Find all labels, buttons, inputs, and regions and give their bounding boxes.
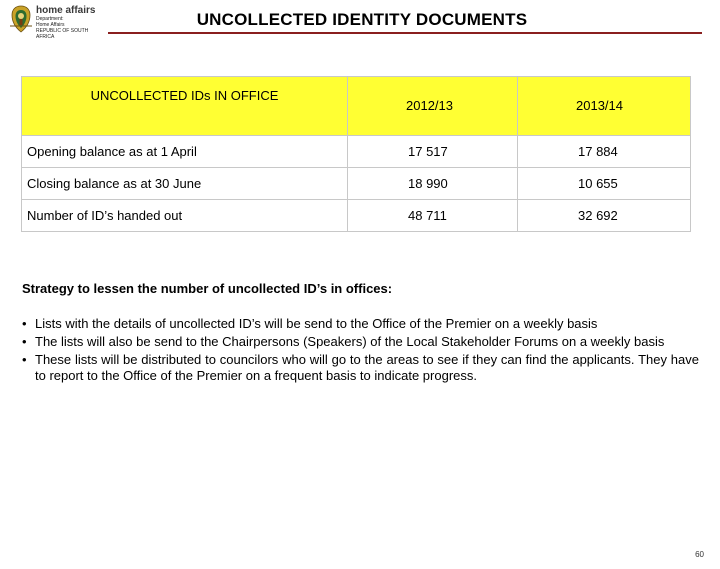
bullet-icon: • xyxy=(22,352,27,367)
logo-text xyxy=(36,5,106,40)
bullet-text: The lists will also be send to the Chairpersons (Speakers) of the Local Stakeholder Forums on a weekly basis xyxy=(35,334,665,349)
logo-line-3: REPUBLIC OF SOUTH AFRICA xyxy=(36,28,89,40)
bullet-text: Lists with the details of uncollected ID’s will be send to the Office of the Premier on a weekly basis xyxy=(35,316,598,331)
table-row xyxy=(22,168,691,200)
column-header-2012-13: 2012/13 xyxy=(348,77,518,136)
cell-2013-14: 10 655 xyxy=(518,168,691,200)
list-item xyxy=(22,316,699,332)
bullet-icon: • xyxy=(22,316,27,331)
home-affairs-logo xyxy=(6,4,106,40)
row-label: Opening balance as at 1 April xyxy=(22,136,348,168)
list-item xyxy=(22,334,699,350)
bullet-icon: • xyxy=(22,334,27,349)
logo-line-2: Home Affairs xyxy=(36,22,65,28)
column-header-2013-14: 2013/14 xyxy=(518,77,691,136)
table-header-row xyxy=(22,77,691,136)
table-row xyxy=(22,136,691,168)
table-row xyxy=(22,200,691,232)
cell-2013-14: 32 692 xyxy=(518,200,691,232)
cell-2013-14: 17 884 xyxy=(518,136,691,168)
uncollected-ids-table xyxy=(21,76,691,232)
logo-name: home affairs xyxy=(36,5,96,16)
strategy-bullet-list xyxy=(22,316,699,386)
list-item xyxy=(22,352,699,384)
coat-of-arms-icon xyxy=(6,4,36,34)
cell-2012-13: 18 990 xyxy=(348,168,518,200)
column-header-office: UNCOLLECTED IDs IN OFFICE xyxy=(22,77,348,136)
page-title: UNCOLLECTED IDENTITY DOCUMENTS xyxy=(196,10,528,29)
strategy-heading: Strategy to lessen the number of uncollected ID’s in offices: xyxy=(22,281,393,296)
page-number: 60 xyxy=(695,550,704,559)
cell-2012-13: 48 711 xyxy=(348,200,518,232)
row-label: Closing balance as at 30 June xyxy=(22,168,348,200)
bullet-text: These lists will be distributed to councilors who will go to the areas to see if they can find the applicants. They have to report to the Office of the Premier on a frequent basis to indicate progress. xyxy=(35,352,699,383)
header-rule xyxy=(108,32,702,34)
logo-line-1: Department: xyxy=(36,16,64,22)
cell-2012-13: 17 517 xyxy=(348,136,518,168)
row-label: Number of ID’s handed out xyxy=(22,200,348,232)
